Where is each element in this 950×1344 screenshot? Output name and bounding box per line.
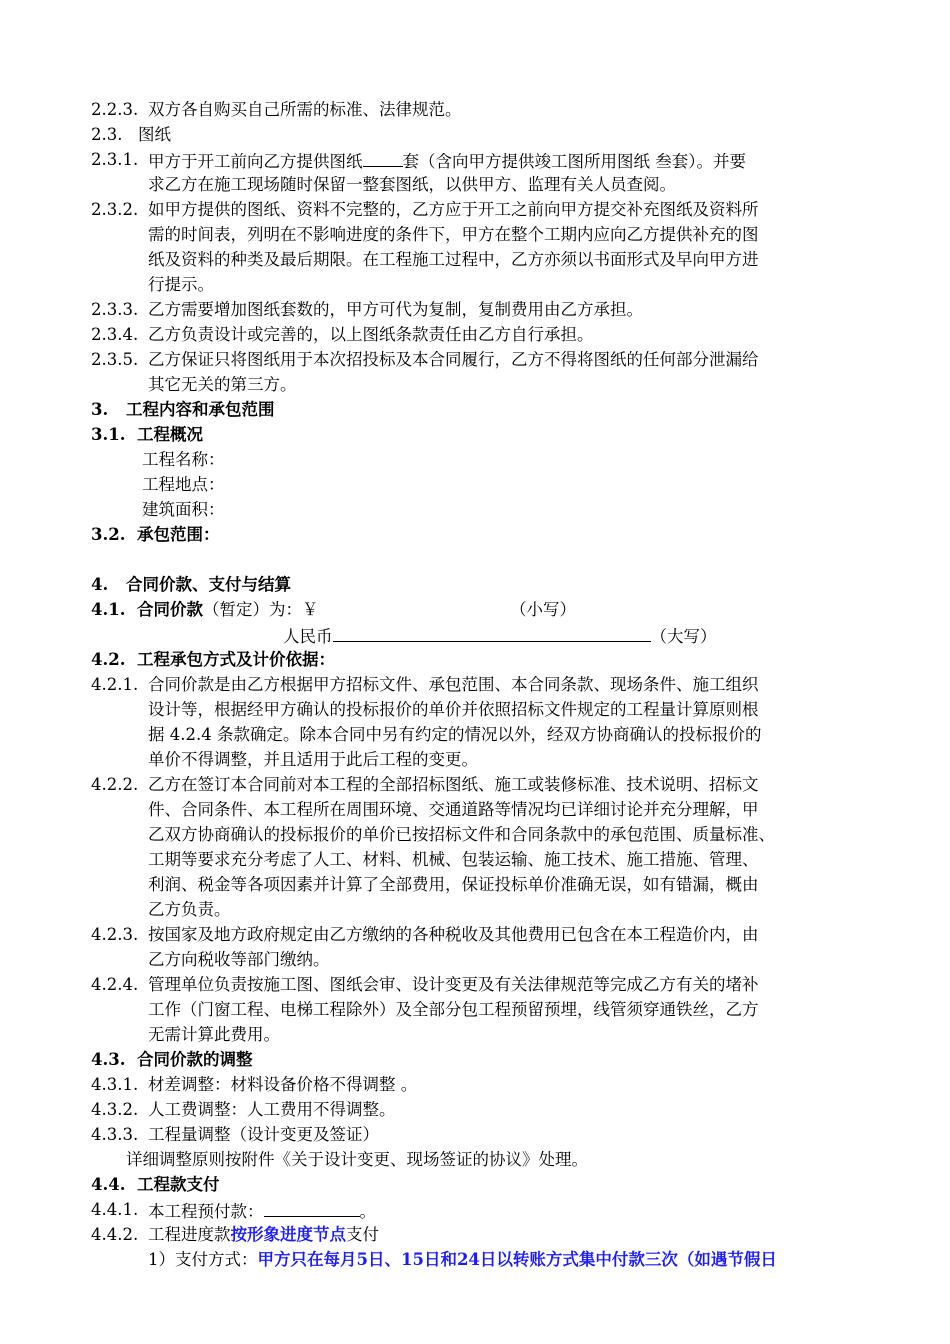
blank-line <box>363 148 403 167</box>
document-page: 2.2.3. 双方各自购买自己所需的标准、法律规范。 2.3. 图纸 2.3.1. 甲方于开工前向乙方提供图纸 套（含向甲方提供竣工图所用图纸 叁套）。并要 求乙方在施工现场随时保留一整套图纸，以供甲方、监理有关人员查阅。 2.3.2. 如甲方提供的图纸、资料不完整的，乙方应于开工之前向甲方提交补充图纸及资料所 需的时间表，列明在不影响进度的条件下，甲方在整个工期内应向乙方提供补充的图 纸及资料的种类及最后期限。在工程施工过程中，乙方亦须以书面形式及早向甲方进 行提示。 2.3.3. 乙方需要增加图纸套数的，甲方可代为复制，复制费用由乙方承担。 2.3.4. 乙方负责设计或完善的，以上图纸条款责任由乙方自行承担。 2.3.5. 乙方保证只将图纸用于本次招投标及本合同履行，乙方不得将图纸的任何部分泄漏给 其它无关的第三方。 3. 工程内容和承包范围 3.1. 工程概况 工程名称： 工程地点： 建筑面积： 3.2. 承包范围： 4. 合同价款、支付与结算 4.1. 合同价款（暂定）为：￥ （小写） 人民币 （大写） 4.2. 工程承包方式及计价依据： 4.2.1. 合同价款是由乙方根据甲方招标文件、承包范围、本合同条款、现场条件、施工组织 设计等，根据经甲方确认的投标报价的单价并依照招标文件规定的工程量计算原则根 据 4.2.4 条款确定。除本合同中另有约定的情况以外，经双方协商确认的投标报价的 单价不得调整，并且适用于此后工程的变更。 4.2.2. 乙方在签订本合同前对本工程的全部招标图纸、施工或装修标准、技术说明、招标文 件、合同条件、本工程所在周围环境、交通道路等情况均已详细讨论并充分理解，甲 乙双方协商确认的投标报价的单价已按招标文件和合同条款中的承包范围、质量标准、 工期等要求充分考虑了人工、材料、机械、包装运输、施工技术、施工措施、管理、 利润、税金等各项因素并计算了全部费用，保证投标单价准确无误，如有错漏，概由 乙方负责。 4.2.3. 按国家及地方政府规定由乙方缴纳的各种税收及其他费用已包含在本工程造价内，由 乙方向税收等部门缴纳。 4.2.4. 管理单位负责按施工图、图纸会审、设计变更及有关法律规范等完成乙方有关的堵补 工作（门窗工程、电梯工程除外）及全部分包工程预留预埋，线管须穿通铁丝，乙方 无需计算此费用。 4.3. 合同价款的调整 4.3.1. 材差调整：材料设备价格不得调整 。 4.3.2. 人工费调整：人工费用不得调整。 4.3.3. 工程量调整（设计变更及签证） 详细调整原则按附件《关于设计变更、现场签证的协议》处理。 4.4. 工程款支付 4.4.1. 本工程预付款： 。 4.4.2. 工程进度款按形象进度节点支付 1）支付方式：甲方只在每月5日、15日和24日以转账方式集中付款三次（如遇节假日 <box>91 100 777 1269</box>
blank-line <box>264 1198 360 1217</box>
blank-line <box>333 623 651 642</box>
